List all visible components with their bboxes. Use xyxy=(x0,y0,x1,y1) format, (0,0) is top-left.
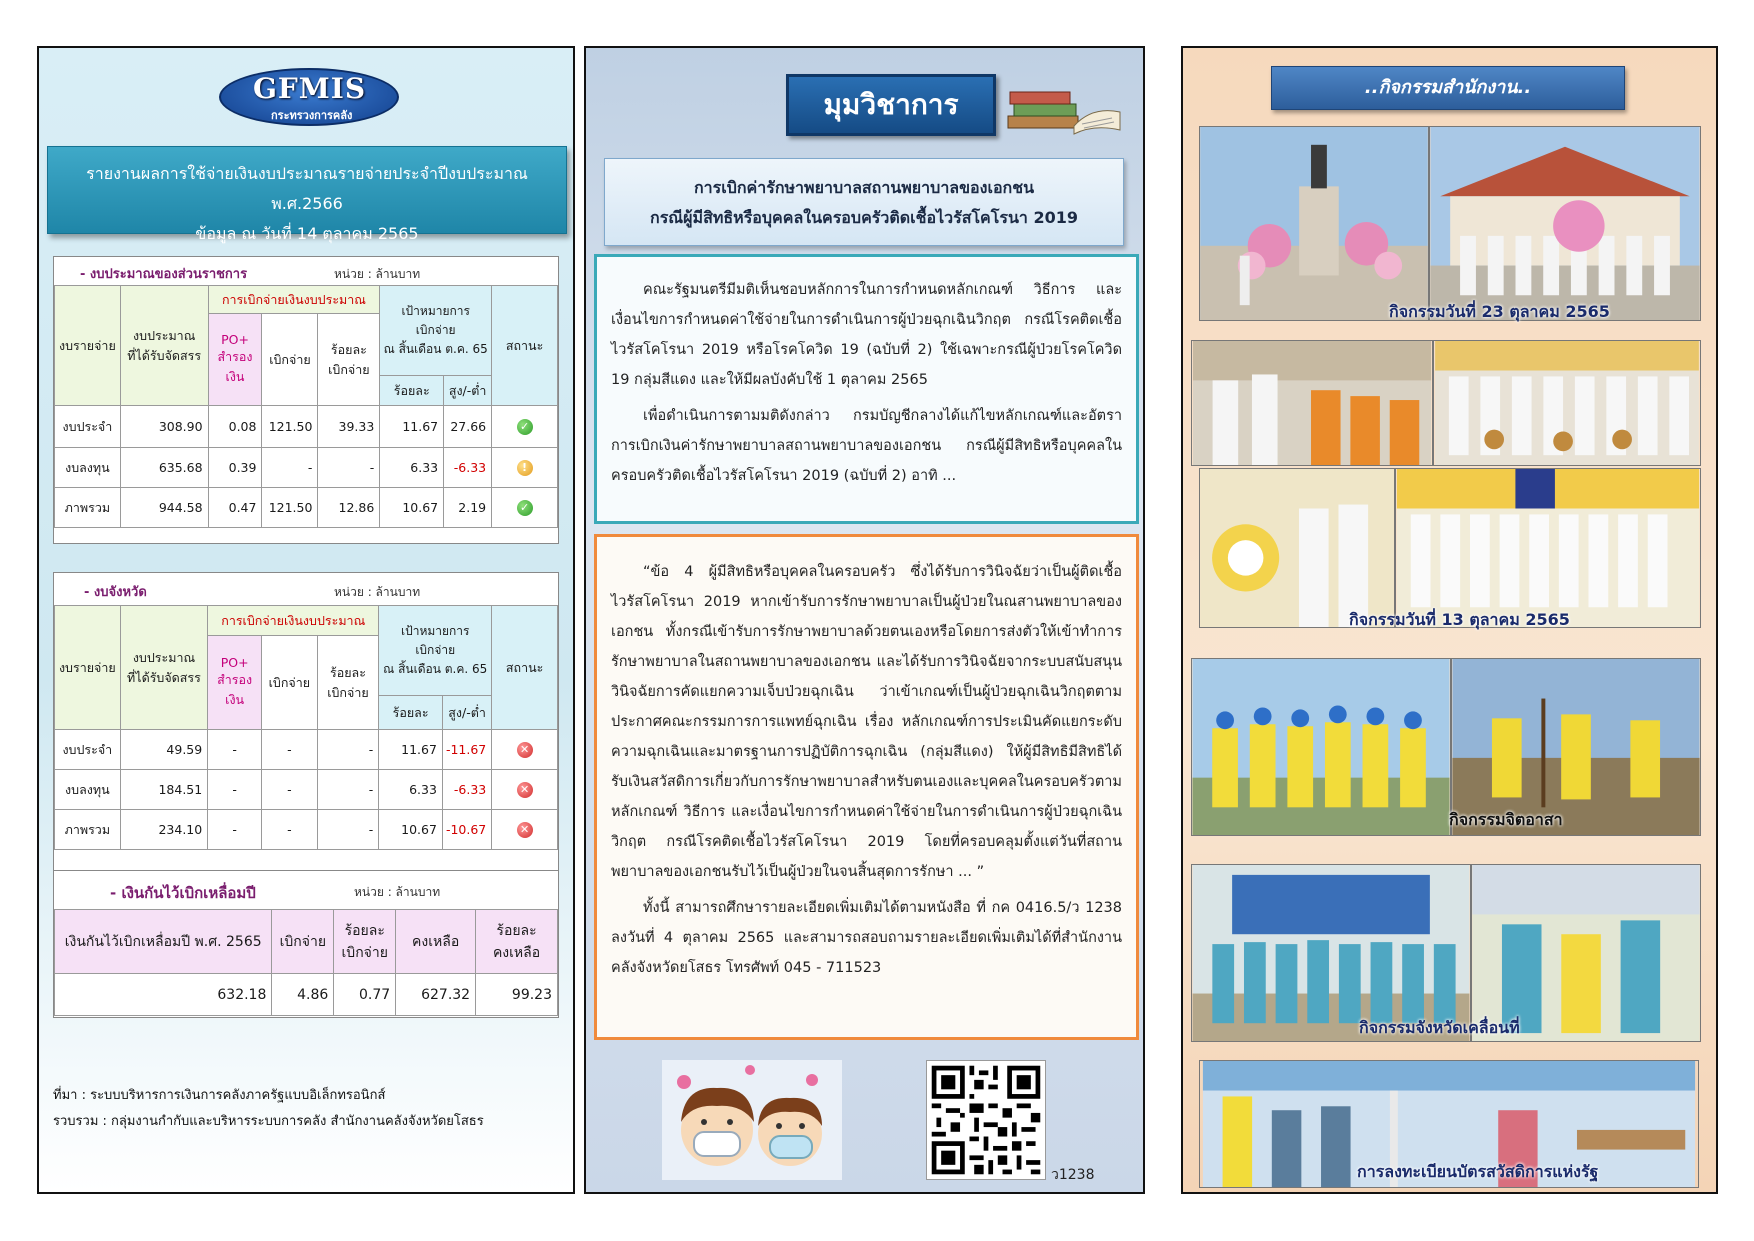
photo-alms-giving xyxy=(1191,340,1433,466)
status-fail-icon: ✕ xyxy=(517,822,533,838)
carryover-unit: หน่วย : ล้านบาท xyxy=(354,885,441,899)
carryover-heading: - เงินกันไว้เบิกเหลื่อมปี xyxy=(110,884,256,902)
books-icon xyxy=(1004,76,1124,138)
qr-caption: ว1238 xyxy=(1051,1167,1095,1183)
table-row: งบประจำ 308.90 0.08 121.50 39.33 11.67 27.66 ✓ xyxy=(55,406,558,448)
qr-code[interactable] xyxy=(926,1060,1046,1180)
article-paragraph-2: เพื่อดำเนินการตามมติดังกล่าว กรมบัญชีกลางได้แก้ไขหลักเกณฑ์และอัตราการเบิกเงินค่ารักษาพยาบาลสถานพยาบาลของเอกชน กรณีผู้มีสิทธิหรือบุคคลในครอบครัวติดเชื้อไวรัสโคโรนา 2019 (ฉบับที่ 2) อาทิ ... xyxy=(611,408,1122,484)
table-row: ภาพรวม 234.10 - - - 10.67 -10.67 ✕ xyxy=(55,810,558,850)
caption-mobile-province: กิจกรรมจังหวัดเคลื่อนที่ xyxy=(1359,1018,1520,1037)
caption-oct-23: กิจกรรมวันที่ 23 ตุลาคม 2565 xyxy=(1389,302,1610,321)
article-title-line-1: การเบิกค่ารักษาพยาบาลสถานพยาบาลของเอกชน xyxy=(693,178,1035,197)
status-fail-icon: ✕ xyxy=(517,782,533,798)
table-row: งบประจำ 49.59 - - - 11.67 -11.67 ✕ xyxy=(55,730,558,770)
caption-oct-13: กิจกรรมวันที่ 13 ตุลาคม 2565 xyxy=(1349,610,1570,629)
carryover-table-box xyxy=(53,870,559,1018)
gfmis-logo: GFMIS กระทรวงการคลัง xyxy=(219,62,399,132)
masked-kids-illustration xyxy=(662,1060,842,1180)
article-title-box xyxy=(604,158,1124,246)
col-disbursed: เบิกจ่าย xyxy=(262,314,318,406)
government-budget-unit: หน่วย : ล้านบาท xyxy=(334,267,421,281)
photo-officials-row xyxy=(1429,126,1701,321)
table-row: 632.18 4.86 0.77 627.32 99.23 xyxy=(55,974,558,1016)
budget-report-panel xyxy=(37,46,575,1194)
report-title: รายงานผลการใช้จ่ายเงินงบประมาณรายจ่ายประจำปีงบประมาณ พ.ศ.2566 xyxy=(86,164,528,213)
col-budget-type: งบรายจ่าย xyxy=(55,286,121,406)
caption-welfare-card: การลงทะเบียนบัตรสวัสดิการแห่งรัฐ xyxy=(1357,1162,1599,1181)
photo-group-white-uniforms xyxy=(1395,468,1701,628)
photo-wreath-laying xyxy=(1199,468,1395,628)
col-target-pct: ร้อยละ xyxy=(380,376,444,406)
article-quote-box xyxy=(594,534,1139,1040)
status-fail-icon: ✕ xyxy=(517,742,533,758)
report-date: ข้อมูล ณ วันที่ 14 ตุลาคม 2565 xyxy=(195,224,419,243)
caption-volunteer: กิจกรรมจิตอาสา xyxy=(1449,810,1563,829)
report-title-banner xyxy=(47,146,567,243)
photo-officials-baskets xyxy=(1433,340,1701,466)
article-intro-box xyxy=(594,254,1139,524)
province-budget-table: งบรายจ่าย งบประมาณ ที่ได้รับจัดสรร การเบิกจ่ายเงินงบประมาณ เป้าหมายการ เบิกจ่าย ณ สิ้นเดือน ต.ค. 65 สถานะ PO+ สำรอง เงิน เบิกจ่าย ร้อยละ เบิกจ่าย ร้อยละ สูง/-ต่ำ งบประจำ 49.59 - - - 11.67 -11.67 ✕ งบลงทุน 184.51 - - - 6.33 -6.33 ✕ ภาพรวม 234.10 - - - 10.67 -10.67 ✕ xyxy=(54,605,558,850)
province-budget-heading: - งบจังหวัด xyxy=(84,585,147,600)
article-paragraph-1: คณะรัฐมนตรีมีมติเห็นชอบหลักการในการกำหนดหลักเกณฑ์ วิธีการ และเงื่อนไขการกำหนดค่าใช้จ่ายในการดำเนินการผู้ป่วยฉุกเฉินวิกฤต กรณีโรคติดเชื้อไวรัสโคโรนา 2019 หรือโรคโควิด 19 (ฉบับที่ 2) ใช้เฉพาะกรณีผู้ป่วยโรคโควิด 19 กลุ่มสีแดง และให้มีผลบังคับใช้ 1 ตุลาคม 2565 xyxy=(611,282,1122,388)
status-ok-icon: ✓ xyxy=(517,500,533,516)
government-budget-heading: - งบประมาณของส่วนราชการ xyxy=(80,267,248,282)
photo-statue-ceremony xyxy=(1199,126,1429,321)
col-diff: สูง/-ต่ำ xyxy=(444,376,492,406)
article-title-line-2: กรณีผู้มีสิทธิหรือบุคคลในครอบครัวติดเชื้อไวรัสโคโรนา 2019 xyxy=(650,208,1078,227)
col-disbursement-group: การเบิกจ่ายเงินงบประมาณ xyxy=(208,286,380,314)
government-budget-table xyxy=(54,285,558,528)
status-warning-icon: ! xyxy=(517,460,533,476)
col-status: สถานะ xyxy=(492,286,558,406)
col-allocated: งบประมาณ ที่ได้รับจัดสรร xyxy=(120,286,208,406)
article-quote: “ข้อ 4 ผู้มีสิทธิหรือบุคคลในครอบครัว ซึ่งได้รับการวินิจฉัยว่าเป็นผู้ติดเชื้อไวรัสโคโรนา 2019 หากเข้ารับการรักษาพยาบาลเป็นผู้ป่วยในณสานพยาบาลของเอกชน ทั้งกรณีเข้ารับการรักษาพยาบาลด้วยตนเองหรือโดยการส่งตัวให้เข้าทำการรักษาพยาบาลในสถานพยาบาลของเอกชน และได้รับการวินิจฉัยจากระบบสนับสนุนวินิจฉัยการคัดแยกความเจ็บป่วยฉุกเฉิน ว่าเข้าเกณฑ์เป็นผู้ป่วยฉุกเฉินวิกฤตตามประกาศคณะกรรมการการแพทย์ฉุกเฉิน เรื่อง หลักเกณฑ์การประเมินคัดแยกระดับความฉุกเฉินและมาตรฐานการปฏิบัติการฉุกเฉิน (กลุ่มสีแดง) ให้ผู้มีสิทธิมีสิทธิได้รับเงินสวัสดิการเกี่ยวกับการรักษาพยาบาลสำหรับตนเองและบุคคลในครอบครัวตามหลักเกณฑ์ วิธีการ และเงื่อนไขการกำหนดค่าใช้จ่ายในการดำเนินการผู้ป่วยฉุกเฉินวิกฤต กรณีโรคติดเชื้อไวรัสโคโรนา 2019 โดยที่ครอบคลุมตั้งแต่วันที่สถานพยาบาลของเอกชนรับไว้เป็นผู้ป่วยในจนสิ้นสุดการรักษา ... ” xyxy=(611,564,1122,880)
table-row: งบลงทุน 635.68 0.39 - - 6.33 -6.33 ! xyxy=(55,448,558,488)
col-target-group: เป้าหมายการ เบิกจ่าย ณ สิ้นเดือน ต.ค. 65 xyxy=(380,286,492,376)
table-row: ภาพรวม 944.58 0.47 121.50 12.86 10.67 2.19 ✓ xyxy=(55,488,558,528)
col-disbursed-pct: ร้อยละ เบิกจ่าย xyxy=(318,314,380,406)
academic-corner-panel xyxy=(584,46,1145,1194)
status-ok-icon: ✓ xyxy=(517,419,533,435)
province-budget-unit: หน่วย : ล้านบาท xyxy=(334,585,421,599)
article-paragraph-3: ทั้งนี้ สามารถศึกษารายละเอียดเพิ่มเติมได้ตามหนังสือ ที่ กค 0416.5/ว 1238 ลงวันที่ 4 ตุลาคม 2565 และสามารถสอบถามรายละเอียดเพิ่มเติมได้ที่สำนักงานคลังจังหวัดยโสธร โทรศัพท์ 045 - 711523 xyxy=(611,900,1122,976)
table-row: งบลงทุน 184.51 - - - 6.33 -6.33 ✕ xyxy=(55,770,558,810)
office-activities-panel xyxy=(1181,46,1718,1194)
photo-volunteer-group xyxy=(1191,658,1451,836)
academic-corner-title: มุมวิชาการ xyxy=(786,74,996,136)
province-budget-table-box xyxy=(53,572,559,894)
col-po-reserve: PO+ สำรองเงิน xyxy=(208,314,262,406)
compiled-note: รวบรวม : กลุ่มงานกำกับและบริหารระบบการคลัง สำนักงานคลังจังหวัดยโสธร xyxy=(53,1114,484,1129)
source-note: ที่มา : ระบบบริหารการเงินการคลังภาครัฐแบบอิเล็กทรอนิกส์ xyxy=(53,1088,386,1103)
carryover-table: เงินกันไว้เบิกเหลื่อมปี พ.ศ. 2565 เบิกจ่าย ร้อยละ เบิกจ่าย คงเหลือ ร้อยละ คงเหลือ 632.18 4.86 0.77 627.32 99.23 xyxy=(54,909,558,1016)
activities-title: ..กิจกรรมสำนักงาน.. xyxy=(1271,66,1625,110)
government-budget-table-box xyxy=(53,256,559,544)
